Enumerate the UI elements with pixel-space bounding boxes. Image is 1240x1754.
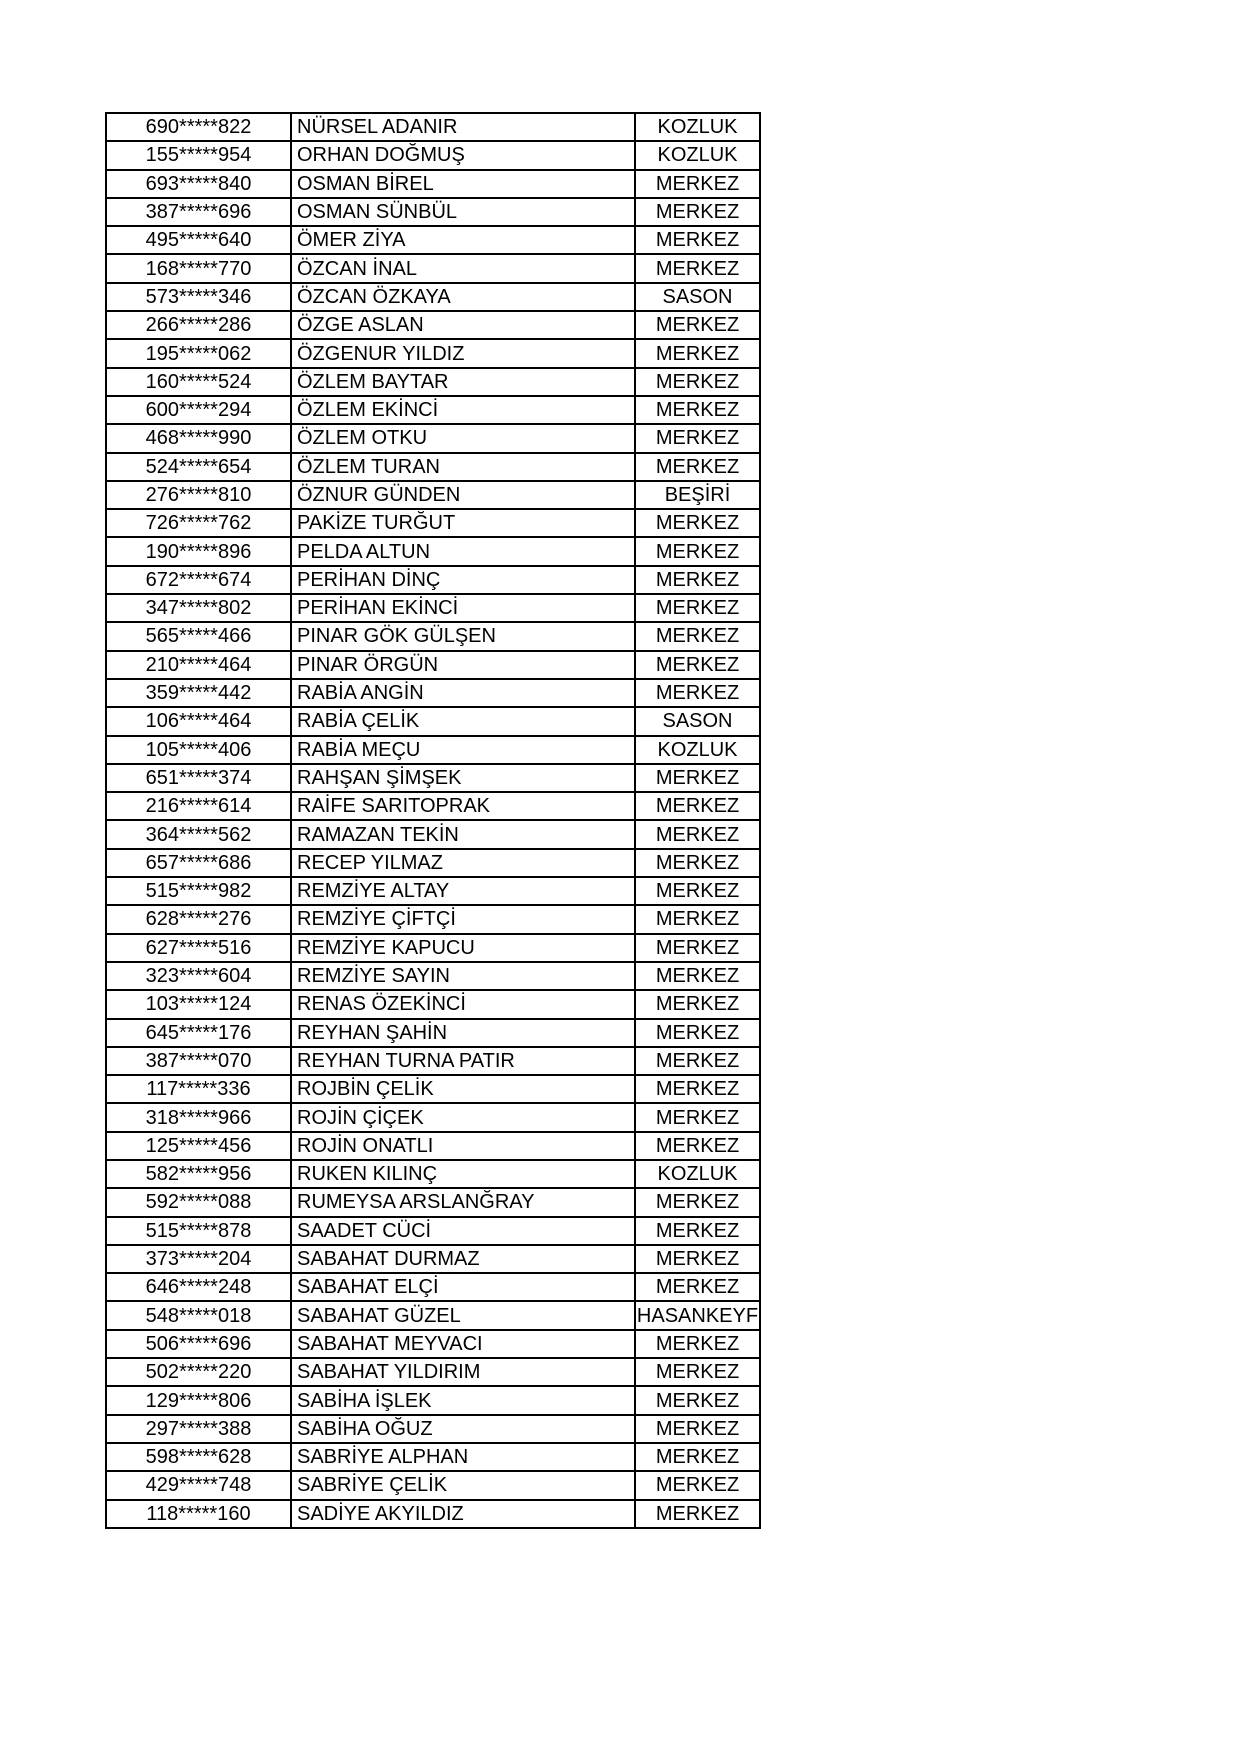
id-cell: 168*****770 xyxy=(106,254,291,282)
name-cell: REMZİYE ÇİFTÇİ xyxy=(291,905,635,933)
table-row xyxy=(106,1386,760,1414)
id-cell: 323*****604 xyxy=(106,962,291,990)
table-row xyxy=(106,311,760,339)
table-row xyxy=(106,905,760,933)
table-row xyxy=(106,537,760,565)
id-cell: 117*****336 xyxy=(106,1075,291,1103)
id-cell: 347*****802 xyxy=(106,594,291,622)
id-cell: 495*****640 xyxy=(106,226,291,254)
id-cell: 118*****160 xyxy=(106,1500,291,1528)
name-cell: RAHŞAN ŞİMŞEK xyxy=(291,764,635,792)
name-cell: PERİHAN DİNÇ xyxy=(291,566,635,594)
table-row xyxy=(106,566,760,594)
name-cell: ÖZLEM OTKU xyxy=(291,424,635,452)
id-cell: 468*****990 xyxy=(106,424,291,452)
table-row xyxy=(106,1471,760,1499)
name-cell: SABRİYE ALPHAN xyxy=(291,1443,635,1471)
name-cell: OSMAN BİREL xyxy=(291,170,635,198)
district-cell: MERKEZ xyxy=(635,198,760,226)
table-row xyxy=(106,113,760,141)
id-cell: 106*****464 xyxy=(106,707,291,735)
name-cell: ROJİN ONATLI xyxy=(291,1132,635,1160)
district-cell: MERKEZ xyxy=(635,566,760,594)
id-cell: 429*****748 xyxy=(106,1471,291,1499)
name-cell: ÖZGE ASLAN xyxy=(291,311,635,339)
id-cell: 506*****696 xyxy=(106,1330,291,1358)
table-row xyxy=(106,990,760,1018)
id-cell: 657*****686 xyxy=(106,849,291,877)
name-cell: SABİHA OĞUZ xyxy=(291,1415,635,1443)
name-cell: REMZİYE ALTAY xyxy=(291,877,635,905)
district-cell: MERKEZ xyxy=(635,396,760,424)
district-cell: BEŞİRİ xyxy=(635,481,760,509)
name-cell: SABAHAT DURMAZ xyxy=(291,1245,635,1273)
id-cell: 515*****878 xyxy=(106,1217,291,1245)
name-cell: SABAHAT MEYVACI xyxy=(291,1330,635,1358)
district-cell: MERKEZ xyxy=(635,1245,760,1273)
table-row xyxy=(106,1047,760,1075)
name-cell: RUMEYSA ARSLANĞRAY xyxy=(291,1188,635,1216)
table-row xyxy=(106,226,760,254)
name-cell: ORHAN DOĞMUŞ xyxy=(291,141,635,169)
name-cell: SABAHAT GÜZEL xyxy=(291,1301,635,1329)
table-row xyxy=(106,424,760,452)
district-cell: MERKEZ xyxy=(635,1443,760,1471)
district-cell: MERKEZ xyxy=(635,453,760,481)
table-row xyxy=(106,481,760,509)
district-cell: MERKEZ xyxy=(635,679,760,707)
name-cell: REMZİYE SAYIN xyxy=(291,962,635,990)
id-cell: 515*****982 xyxy=(106,877,291,905)
district-cell: SASON xyxy=(635,283,760,311)
id-cell: 690*****822 xyxy=(106,113,291,141)
name-cell: RUKEN KILINÇ xyxy=(291,1160,635,1188)
district-cell: HASANKEYF xyxy=(635,1301,760,1329)
id-cell: 548*****018 xyxy=(106,1301,291,1329)
table-row xyxy=(106,1301,760,1329)
id-cell: 129*****806 xyxy=(106,1386,291,1414)
table-row xyxy=(106,283,760,311)
name-cell: ÖZLEM BAYTAR xyxy=(291,368,635,396)
table-row xyxy=(106,1188,760,1216)
table-row xyxy=(106,1330,760,1358)
id-cell: 598*****628 xyxy=(106,1443,291,1471)
id-cell: 600*****294 xyxy=(106,396,291,424)
id-cell: 373*****204 xyxy=(106,1245,291,1273)
district-cell: MERKEZ xyxy=(635,339,760,367)
table-row xyxy=(106,622,760,650)
id-cell: 502*****220 xyxy=(106,1358,291,1386)
id-cell: 297*****388 xyxy=(106,1415,291,1443)
id-cell: 573*****346 xyxy=(106,283,291,311)
table-row xyxy=(106,594,760,622)
table-row xyxy=(106,453,760,481)
district-cell: MERKEZ xyxy=(635,1330,760,1358)
name-cell: RABİA ANGİN xyxy=(291,679,635,707)
table-row xyxy=(106,1075,760,1103)
id-cell: 651*****374 xyxy=(106,764,291,792)
district-cell: KOZLUK xyxy=(635,1160,760,1188)
table-body xyxy=(106,113,760,1528)
district-cell: MERKEZ xyxy=(635,849,760,877)
name-cell: ÖZNUR GÜNDEN xyxy=(291,481,635,509)
district-cell: MERKEZ xyxy=(635,537,760,565)
table-row xyxy=(106,934,760,962)
district-cell: MERKEZ xyxy=(635,1415,760,1443)
district-cell: KOZLUK xyxy=(635,736,760,764)
id-cell: 582*****956 xyxy=(106,1160,291,1188)
name-cell: RECEP YILMAZ xyxy=(291,849,635,877)
table-row xyxy=(106,198,760,226)
district-cell: MERKEZ xyxy=(635,1386,760,1414)
table-row xyxy=(106,141,760,169)
id-cell: 276*****810 xyxy=(106,481,291,509)
id-cell: 266*****286 xyxy=(106,311,291,339)
district-cell: MERKEZ xyxy=(635,170,760,198)
table-row xyxy=(106,170,760,198)
name-cell: ROJİN ÇİÇEK xyxy=(291,1103,635,1131)
table-row xyxy=(106,1245,760,1273)
id-cell: 318*****966 xyxy=(106,1103,291,1131)
table-row xyxy=(106,509,760,537)
name-cell: PERİHAN EKİNCİ xyxy=(291,594,635,622)
district-cell: MERKEZ xyxy=(635,1019,760,1047)
id-cell: 105*****406 xyxy=(106,736,291,764)
name-cell: ÖZCAN ÖZKAYA xyxy=(291,283,635,311)
district-cell: MERKEZ xyxy=(635,1075,760,1103)
table-row xyxy=(106,1160,760,1188)
id-cell: 565*****466 xyxy=(106,622,291,650)
name-cell: REYHAN TURNA PATIR xyxy=(291,1047,635,1075)
table-row xyxy=(106,1443,760,1471)
table-row xyxy=(106,1500,760,1528)
district-cell: MERKEZ xyxy=(635,1500,760,1528)
name-cell: SABAHAT ELÇİ xyxy=(291,1273,635,1301)
table-row xyxy=(106,962,760,990)
name-cell: ÖZLEM EKİNCİ xyxy=(291,396,635,424)
district-cell: MERKEZ xyxy=(635,1217,760,1245)
id-cell: 628*****276 xyxy=(106,905,291,933)
id-cell: 125*****456 xyxy=(106,1132,291,1160)
district-cell: MERKEZ xyxy=(635,254,760,282)
id-cell: 693*****840 xyxy=(106,170,291,198)
name-cell: ÖZGENUR YILDIZ xyxy=(291,339,635,367)
beneficiary-table xyxy=(105,112,761,1529)
name-cell: RABİA ÇELİK xyxy=(291,707,635,735)
name-cell: PINAR GÖK GÜLŞEN xyxy=(291,622,635,650)
district-cell: MERKEZ xyxy=(635,1047,760,1075)
id-cell: 645*****176 xyxy=(106,1019,291,1047)
district-cell: MERKEZ xyxy=(635,311,760,339)
district-cell: KOZLUK xyxy=(635,141,760,169)
name-cell: SABAHAT YILDIRIM xyxy=(291,1358,635,1386)
district-cell: MERKEZ xyxy=(635,1188,760,1216)
district-cell: MERKEZ xyxy=(635,905,760,933)
table-row xyxy=(106,679,760,707)
district-cell: MERKEZ xyxy=(635,1358,760,1386)
table-row xyxy=(106,1358,760,1386)
id-cell: 387*****070 xyxy=(106,1047,291,1075)
id-cell: 216*****614 xyxy=(106,792,291,820)
district-cell: MERKEZ xyxy=(635,1132,760,1160)
district-cell: MERKEZ xyxy=(635,962,760,990)
district-cell: MERKEZ xyxy=(635,934,760,962)
name-cell: REYHAN ŞAHİN xyxy=(291,1019,635,1047)
name-cell: SAADET CÜCİ xyxy=(291,1217,635,1245)
name-cell: OSMAN SÜNBÜL xyxy=(291,198,635,226)
district-cell: MERKEZ xyxy=(635,1471,760,1499)
district-cell: KOZLUK xyxy=(635,113,760,141)
table-row xyxy=(106,820,760,848)
table-row xyxy=(106,368,760,396)
district-cell: MERKEZ xyxy=(635,764,760,792)
table-row xyxy=(106,877,760,905)
table-row xyxy=(106,736,760,764)
id-cell: 195*****062 xyxy=(106,339,291,367)
id-cell: 672*****674 xyxy=(106,566,291,594)
district-cell: MERKEZ xyxy=(635,792,760,820)
district-cell: SASON xyxy=(635,707,760,735)
name-cell: PAKİZE TURĞUT xyxy=(291,509,635,537)
table-row xyxy=(106,1415,760,1443)
district-cell: MERKEZ xyxy=(635,651,760,679)
name-cell: PELDA ALTUN xyxy=(291,537,635,565)
table-row xyxy=(106,792,760,820)
table-row xyxy=(106,651,760,679)
id-cell: 160*****524 xyxy=(106,368,291,396)
table-row xyxy=(106,396,760,424)
name-cell: RENAS ÖZEKİNCİ xyxy=(291,990,635,1018)
name-cell: RABİA MEÇU xyxy=(291,736,635,764)
id-cell: 646*****248 xyxy=(106,1273,291,1301)
district-cell: MERKEZ xyxy=(635,622,760,650)
name-cell: ÖZCAN İNAL xyxy=(291,254,635,282)
id-cell: 726*****762 xyxy=(106,509,291,537)
table-row xyxy=(106,849,760,877)
id-cell: 103*****124 xyxy=(106,990,291,1018)
district-cell: MERKEZ xyxy=(635,226,760,254)
id-cell: 592*****088 xyxy=(106,1188,291,1216)
district-cell: MERKEZ xyxy=(635,509,760,537)
id-cell: 155*****954 xyxy=(106,141,291,169)
district-cell: MERKEZ xyxy=(635,594,760,622)
id-cell: 364*****562 xyxy=(106,820,291,848)
district-cell: MERKEZ xyxy=(635,1103,760,1131)
district-cell: MERKEZ xyxy=(635,368,760,396)
id-cell: 387*****696 xyxy=(106,198,291,226)
id-cell: 190*****896 xyxy=(106,537,291,565)
table-row xyxy=(106,339,760,367)
table-row xyxy=(106,1273,760,1301)
district-cell: MERKEZ xyxy=(635,424,760,452)
table-row xyxy=(106,764,760,792)
district-cell: MERKEZ xyxy=(635,1273,760,1301)
name-cell: ÖMER ZİYA xyxy=(291,226,635,254)
table-row xyxy=(106,1103,760,1131)
name-cell: SADİYE AKYILDIZ xyxy=(291,1500,635,1528)
name-cell: REMZİYE KAPUCU xyxy=(291,934,635,962)
district-cell: MERKEZ xyxy=(635,877,760,905)
name-cell: RAİFE SARITOPRAK xyxy=(291,792,635,820)
name-cell: ROJBİN ÇELİK xyxy=(291,1075,635,1103)
name-cell: ÖZLEM TURAN xyxy=(291,453,635,481)
table-row xyxy=(106,1132,760,1160)
id-cell: 524*****654 xyxy=(106,453,291,481)
name-cell: PINAR ÖRGÜN xyxy=(291,651,635,679)
table-row xyxy=(106,1019,760,1047)
id-cell: 627*****516 xyxy=(106,934,291,962)
id-cell: 210*****464 xyxy=(106,651,291,679)
table-row xyxy=(106,1217,760,1245)
id-cell: 359*****442 xyxy=(106,679,291,707)
name-cell: SABİHA İŞLEK xyxy=(291,1386,635,1414)
district-cell: MERKEZ xyxy=(635,820,760,848)
table-row xyxy=(106,254,760,282)
name-cell: RAMAZAN TEKİN xyxy=(291,820,635,848)
name-cell: NÜRSEL ADANIR xyxy=(291,113,635,141)
name-cell: SABRİYE ÇELİK xyxy=(291,1471,635,1499)
table-row xyxy=(106,707,760,735)
district-cell: MERKEZ xyxy=(635,990,760,1018)
